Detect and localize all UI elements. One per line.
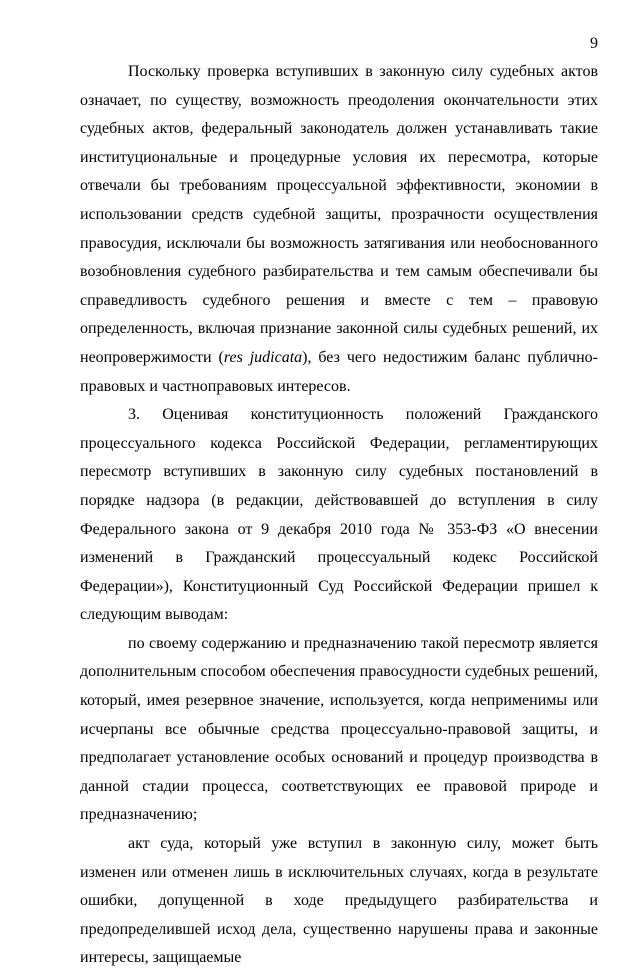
paragraph-2: 3. Оценивая конституционность положений Гражданского процессуального кодекса Российской Федерации, регламентирующих пересмотр вступивших в законную силу судебных постановлений в порядке надзора (в редакции, действовавшей до вступления в силу Федерального закона от 9 декабря 2010 года № 353-ФЗ «О внесении изменений в Гражданский процессуальный кодекс Российской Федерации»), Конституционный Суд Российской Федерации пришел к следующим выводам: — [80, 406, 598, 624]
paragraph-1-text-end: ), без чего недостижим баланс публично-правовых и частноправовых интересов. — [80, 348, 598, 395]
paragraph-1-text-start: Поскольку проверка вступивших в законную силу судебных актов означает, по существу, возможность преодоления окончательности этих судебных актов, федеральный законодатель должен устанавливать такие институциональные и процедурные условия их пересмотра, которые отвечали бы требованиям процессуальной эффективности, экономии в использовании средств судебной защиты, прозрачности осуществления правосудия, исключали бы возможность затягивания или необоснованного возобновления судебного разбирательства и тем самым обеспечивали бы справедливость судебного решения и вместе с тем – правовую определенность, включая признание законной силы судебных решений, их неопровержимости ( — [80, 63, 598, 366]
paragraph-1 — [80, 58, 598, 401]
latin-term: res judicata — [223, 348, 303, 366]
document-body — [80, 58, 598, 973]
page-number: 9 — [590, 35, 598, 52]
paragraph-4: акт суда, который уже вступил в законную силу, может быть изменен или отменен лишь в исключительных случаях, когда в результате ошибки, допущенной в ходе предыдущего разбирательства и предопределившей исход дела, существенно нарушены права и законные интересы, защищаемые — [80, 835, 598, 967]
paragraph-3: по своему содержанию и предназначению такой пересмотр является дополнительным способом обеспечения правосудности судебных решений, который, имея резервное значение, используется, когда неприменимы или исчерпаны все обычные средства процессуально-правовой защиты, и предполагает установление особых оснований и процедур производства в данной стадии процесса, соответствующих ее правовой природе и предназначению; — [80, 634, 598, 824]
